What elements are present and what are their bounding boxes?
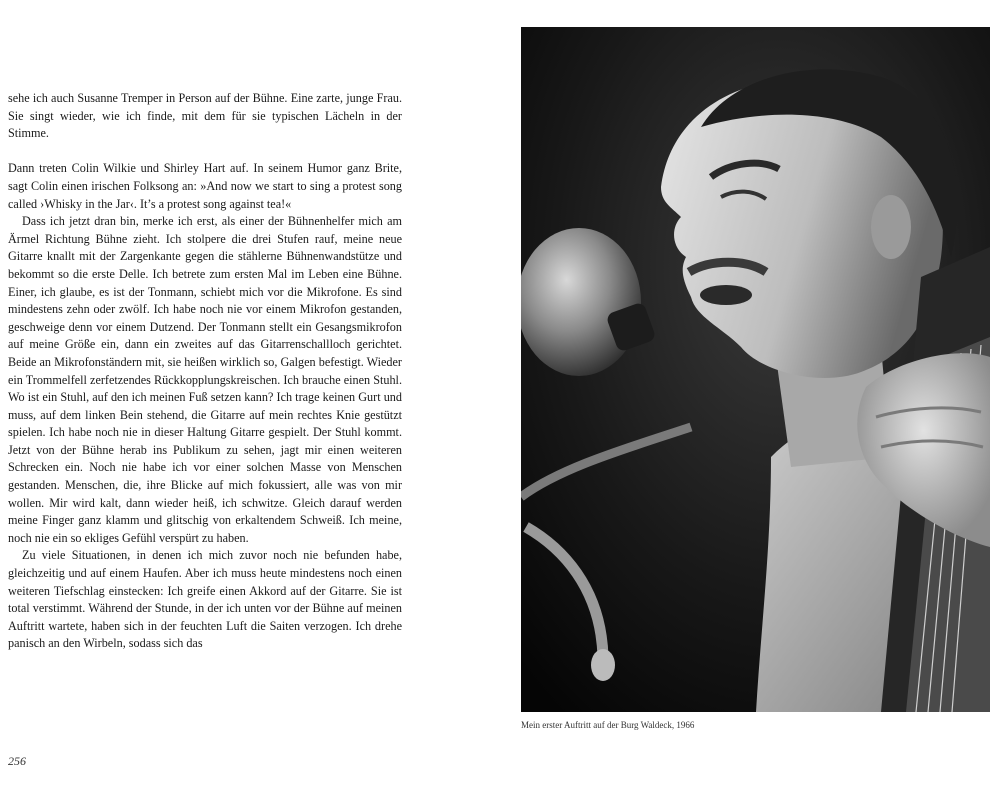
paragraph-1: sehe ich auch Susanne Tremper in Person auf der Bühne. Eine zarte, junge Frau. Sie singt wieder, wie ich finde, mit dem für sie typischen Lächeln in der Stimme. [8,91,402,141]
left-page-text [8,90,402,653]
paragraph-3: Dass ich jetzt dran bin, merke ich erst, als einer der Bühnenhelfer mich am Ärmel Richtung Bühne zieht. Ich stolpere die drei Stufen rauf, meine neue Gitarre knallt mit der Zargenkante gegen die stählerne Bühnenwandstütze und bekommt so die erste Delle. Ich betrete zum ersten Mal im Leben eine Bühne. Einer, ich glaube, es ist der Tonmann, schiebt mich vor die Mikrofone. Es sind mindestens zehn oder zwölf. Ich habe noch nie vor einem Mikrofon gestanden, geschweige denn vor einem Dutzend. Der Tonmann stellt ein Gesangsmikrofon auf meine Größe ein, dann ein zweites auf das Gitarrenschallloch gerichtet. Beide an Mikrofonständern mit, sie heißen wirklich so, Galgen befestigt. Wieder ein Trommelfell zerfetzendes Rückkopplungskreischen. Ich brauche einen Stuhl. Wo ist ein Stuhl, auf den ich meinen Fuß setzen kann? Ich trage keinen Gurt und muss, auf dem linken Bein stehend, die Gitarre auf mein rechtes Knie gestützt spielen. Ich habe noch nie in dieser Haltung Gitarre gespielt. Der Stuhl kommt. Jetzt von der Bühne herab ins Publikum zu sehen, jagt mir einen weiteren Schrecken ein. Noch nie habe ich vor einer solchen Masse von Menschen gestanden. Menschen, die, ihre Blicke auf mich fokussiert, alle was von mir wollen. Mir wird kalt, dann wieder heiß, ich schwitze. Gleich darauf werden meine Finger ganz klamm und glitschig von erkaltendem Schweiß. Ich meine, noch nie ein so ekliges Gefühl verspürt zu haben. [8,214,402,545]
paragraph-4: Zu viele Situationen, in denen ich mich zuvor noch nie befunden habe, gleichzeitig und auf einem Haufen. Aber ich muss heute mindestens noch einen weiteren Tiefschlag einstecken: Ich greife einen Akkord auf der Gitarre. Sie ist total verstimmt. Während der Stunde, in der ich unten vor der Bühne auf meinen Auftritt wartete, haben sich in der feuchten Luft die Saiten verzogen. Ich drehe panisch an den Wirbeln, sodass sich das [8,548,402,651]
performer-photo [521,27,990,712]
photo-caption: Mein erster Auftritt auf der Burg Waldeck, 1966 [521,720,695,730]
page-number: 256 [8,754,26,768]
paragraph-2: Dann treten Colin Wilkie und Shirley Hart auf. In seinem Humor ganz Brite, sagt Colin einen irischen Folksong an: »And now we start to sing a protest song called ›Whisky in the Jar‹. It’s a protest song against tea!« [8,161,402,211]
photo-illustration [521,27,990,712]
